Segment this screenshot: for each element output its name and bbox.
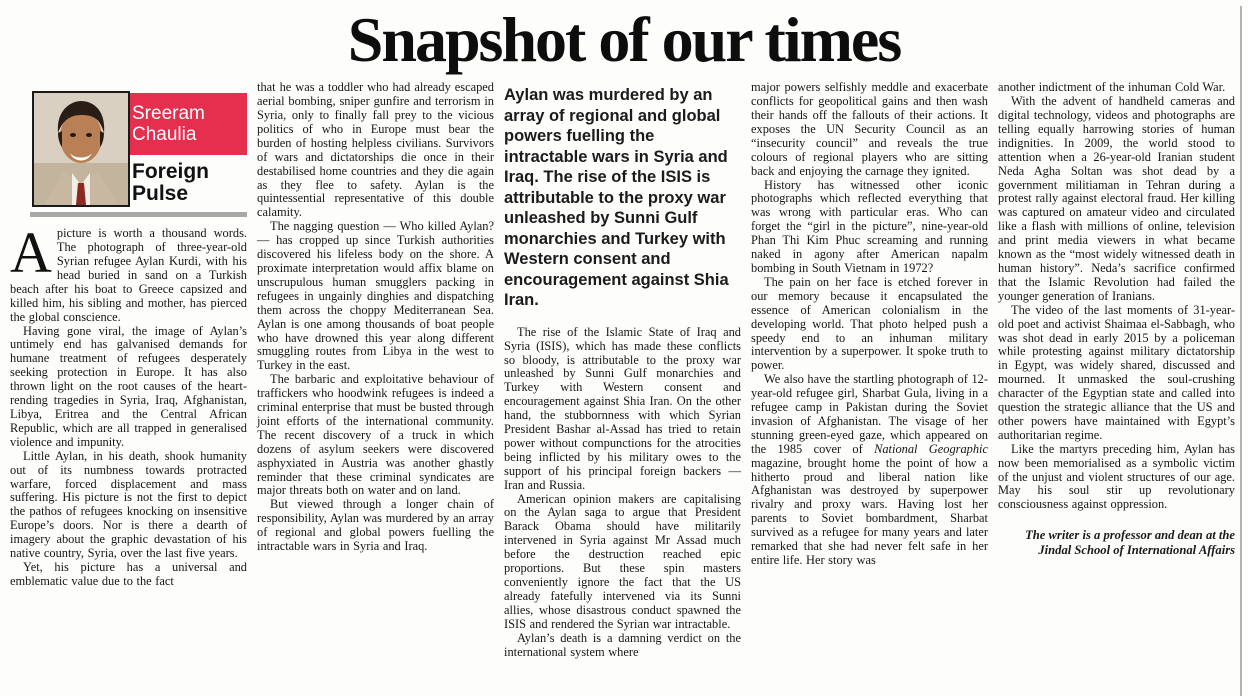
article-paragraph: Aylan’s death is a damning verdict on the international system where [504,630,741,659]
article-paragraph: The rise of the Islamic State of Iraq and Syria (ISIS), which has made these conflicts so bloody, is attributable to the proxy war unleashed by Sunni Gulf monarchies and Turkey with Western consent and encouragement against Shia Iran. On the other hand, the stubbornness with which Syrian President Bashar al-Assad has tried to retain power without compunctions for the atrocities being inflicted by his military owes to the support of his principal foreign backers — Iran and Russia. [504,324,741,492]
article-paragraph: Yet, his picture has a universal and emblematic value due to the fact [10,559,247,588]
article-paragraph: The video of the last moments of 31-year-old poet and activist Shaimaa el-Sabbagh, who was shot dead in early 2015 by a policeman while protesting against military dictatorship in Egypt, was widely shared, discussed and mourned. It unmasked the soul-crushing character of the Egyptian state and called into question the strategic alliance that the US and other powers have maintained with Egypt’s authoritarian regime. [998,302,1235,442]
article-paragraph: We also have the startling photograph of 12-year-old refugee girl, Sharbat Gula, living in a refugee camp in Pakistan during the Soviet invasion of Afghanistan. The visage of her stunning green-eyed gaze, which appeared on the 1985 cover of National Geographic magazine, brought home the point of how a hitherto proud and liberal nation like Afghanistan was destroyed by superpower rivalry and proxy wars. Having lost her parents to Soviet bombardment, Sharbat survived as a refugee for many years and later remarked that she had never felt safe in her entire life. Her story was [751,372,988,567]
article-paragraph: Like the martyrs preceding him, Aylan has now been memorialised as a symbolic victim of the unjust and violent structures of our age. May his soul stir up revolutionary consciousness against oppression. [998,441,1235,512]
pull-quote: Aylan was murdered by an array of regional and global powers fuelling the intractable wars in Syria and Iraq. The rise of the ISIS is attributable to the proxy war unleashed by Sunni Gulf monarchies and Turkey with Western consent and encouragement against Shia Iran. [504,86,729,310]
article-paragraph: The pain on her face is etched forever in our memory because it encapsulated the essence of American colonialism in the developing world. That photo helped push a speedy end to an inhuman military intervention by a superpower. It spoke truth to power. [751,274,988,373]
article-column [998,81,1235,659]
article-paragraph: American opinion makers are capitalising on the Aylan saga to argue that President Barack Obama should have militarily intervened in Syria against Mr Assad much before the destruction reached epic proportions. But these spin masters conveniently ignore the fact that the US already fatefully intervened via its Sunni allies, whose disastrous conduct spawned the ISIS and rendered the Syrian war intractable. [504,491,741,631]
article-paragraph: Having gone viral, the image of Aylan’s untimely end has galvanised demands for humane treatment of refugees desperately seeking protection in Europe. It has also thrown light on the root causes of the heart-rending tragedies in Syria, Iraq, Afghanistan, Libya, Eritrea and the Central African Republic, which are all trapped in generalised violence and impunity. [10,323,247,449]
column-name: Foreign Pulse [132,160,209,206]
author-portrait-image [34,93,128,205]
article-paragraph: With the advent of handheld cameras and digital technology, videos and photographs are telling equally harrowing stories of human indignities. In 2009, the world stood to attention when a 26-year-old Iranian student Neda Agha Soltan was shot dead by a government militiaman in Tehran during a protest rally against electoral fraud. Her killing was captured on amateur video and circulated like a flash with millions of online, television and print media viewers in what became known as the “most widely witnessed death in human history”. Neda’s sacrifice confirmed that the Islamic Revolution had failed the younger generation of Iranians. [998,94,1235,303]
article-column [10,81,247,659]
article-paragraph: major powers selfishly meddle and exacerbate conflicts for geopolitical gains and then wash their hands off the fallouts of their actions. It exposes the UN Security Council as an “insecurity council” and reveals the true colours of regional players who are sitting back and enjoying the carnage they ignited. [751,80,988,178]
masthead [0,0,1248,73]
article-paragraph: The barbaric and exploitative behaviour of traffickers who hoodwink refugees is indeed a criminal enterprise that must be busted through joint efforts of the international community. The recent discovery of a truck in which dozens of asylum seekers were discovered asphyxiated in Austria was another ghastly reminder that these criminal syndicates are major threats both on water and on land. [257,372,494,498]
article-columns [0,81,1248,659]
article-column [257,81,494,659]
article-paragraph: Apicture is worth a thousand words. The photograph of three-year-old Syrian refugee Aylan Kurdi, with his head buried in sand on a Turkish beach after his boat to Greece capsized and killed him, his sibling and mother, has pierced the global conscience. [10,220,247,324]
article-column [504,81,741,659]
article-paragraph: that he was a toddler who had already escaped aerial bombing, sniper gunfire and terrorism in Syria, only to finally fall prey to the vicious politics of who in Europe must bear the burden of hosting helpless civilians. Survivors of wars and dictatorships die once in their destabilised home countries and they die again as they flee to safety. Aylan is the quintessential representative of this double calamity. [257,80,494,220]
page-divider-rule [1240,6,1242,696]
drop-cap: A [10,220,52,286]
author-card [10,89,247,217]
article-paragraph: But viewed through a longer chain of responsibility, Aylan was murdered by an array of regional and global powers fuelling the intractable wars in Syria and Iraq. [257,497,494,554]
writer-credit: The writer is a professor and dean at the Jindal School of International Affairs [1025,528,1235,557]
article-paragraph: History has witnessed other iconic photographs which reflected everything that was wrong with particular eras. Who can forget the “girl in the picture”, nine-year-old Phan Thi Kim Phuc screaming and running naked in agony after American napalm bombing in South Vietnam in 1972? [751,177,988,275]
article-column [751,81,988,659]
author-card-shadow [30,212,247,217]
article-paragraph: another indictment of the inhuman Cold War. [998,80,1226,95]
author-photo [32,91,130,207]
article-paragraph: The nagging question — Who killed Aylan? — has cropped up since Turkish authorities discovered his lifeless body on the shore. A proximate interpretation would affix blame on unscrupulous human smugglers packing in refugees in ungainly dinghies and dispatching them across the choppy Mediterranean Sea. Aylan is one among thousands of boat people who have drowned this year along different smuggling routes from Libya in the west to Turkey in the east. [257,219,494,373]
article-paragraph: Little Aylan, in his death, shook humanity out of its numbness towards protracted warfare, forced displacement and mass suffering. His picture is not the first to depict the pathos of refugees knocking on insensitive Europe’s doors. Nor is there a dearth of imagery about the graphic devastation of his native country, Syria, over the last five years. [10,448,247,561]
article-headline: Snapshot of our times [347,4,901,75]
author-name: Sreeram Chaulia [132,103,205,146]
